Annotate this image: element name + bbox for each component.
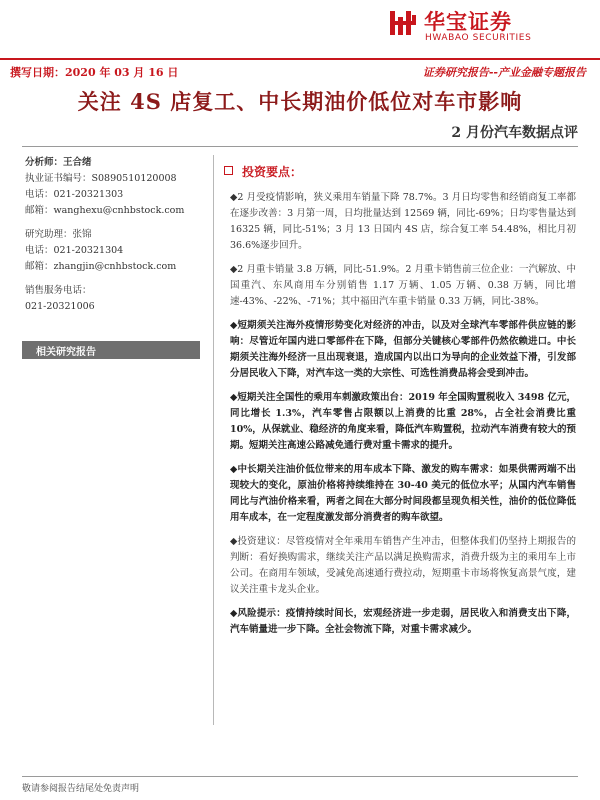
report-title: 关注 4S 店复工、中长期油价低位对车市影响 <box>77 89 523 114</box>
brand-header <box>388 6 578 46</box>
header-divider <box>0 58 600 60</box>
sales-phone-label: 销售服务电话： <box>25 285 92 296</box>
footer-divider <box>22 776 578 777</box>
key-point: ◆风险提示：疫情持续时间长，宏观经济进一步走弱，居民收入和消费支出下降，汽车销量进一步下降。全社会物流下降，对重卡需求减少。 <box>230 608 576 635</box>
related-reports-header <box>22 341 200 359</box>
key-points <box>230 190 576 646</box>
analyst-email[interactable]: 邮箱：wanghexu@cnhbstock.com <box>25 205 185 216</box>
checkbox-icon <box>224 166 233 175</box>
key-points-header <box>224 163 354 179</box>
assistant-phone: 电话：021-20321304 <box>25 245 124 256</box>
key-point: ◆2 月重卡销量 3.8 万辆，同比-51.9%。2 月重卡销售前三位企业：一汽解放、中国重汽、东风商用车分别销售 1.17 万辆、1.05 万辆、0.38 万辆，同比增速-43%、-22%、-71%；其中福田汽车重卡销量 0.33 万辆，同比-38%。 <box>230 264 576 307</box>
sales-phone: 021-20321006 <box>25 301 95 312</box>
report-type: 证券研究报告--产业金融专题报告 <box>422 66 586 79</box>
key-point: ◆中长期关注油价低位带来的用车成本下降、激发的购车需求：如果供需两端不出现较大的变化，原油价格将持续维持在 30-40 美元的低位水平；从国内汽车销售同比与汽油价格来看，两者之间在大部分时间段都呈现负相关性，油价的低位降低用车成本，在一定程度激发部分消费者的购车欲望。 <box>230 464 576 523</box>
assistant-email[interactable]: 邮箱：zhangjin@cnhbstock.com <box>25 261 177 272</box>
report-subtitle: 2 月份汽车数据点评 <box>451 125 578 141</box>
key-point: ◆短期关注全国性的乘用车刺激政策出台：2019 年全国购置税收入 3498 亿元，同比增长 1.3%，汽车零售占限额以上消费的比重 28%，占全社会消费比重 10%，从保就业、稳经济的角度来看，降低汽车购置税，拉动汽车消费有较大的预期。短期关注高速公路减免通行费对重卡需求的提升。 <box>230 392 576 451</box>
key-point: ◆2 月受疫情影响，狭义乘用车销量下降 78.7%。3 月日均零售和经销商复工率都在逐步改善：3 月第一周，日均批量达到 12569 辆，同比-69%；日均零售量达到 16325 辆，同比-51%；3 月 13 日国内 4S 店，综合复工率 54.48%，相比月初 36.6%逐步回升。 <box>230 192 576 251</box>
column-divider <box>213 155 214 725</box>
title-divider <box>22 146 578 147</box>
key-point: ◆投资建议：尽管疫情对全年乘用车销售产生冲击，但整体我们仍坚持上期报告的判断：看好换购需求，继续关注产品以满足换购需求，消费升级为主的乘用车上市公司。在商用车领域，受减免高速通行费拉动，短期重卡市场将恢复高景气度，建议关注重卡龙头企业。 <box>230 536 576 595</box>
disclaimer-note: 敬请参阅报告结尾处免责声明 <box>22 784 140 794</box>
report-date: 撰写日期：2020 年 03 月 16 日 <box>10 66 179 79</box>
analyst-info <box>25 155 205 315</box>
analyst-phone: 电话：021-20321303 <box>25 189 124 200</box>
hwabao-logo-icon <box>388 8 418 38</box>
brand-name-en: HWABAO SECURITIES <box>425 33 532 43</box>
analyst-license: 执业证书编号：S0890510120008 <box>25 173 177 184</box>
related-reports-label: 相关研究报告 <box>36 347 96 358</box>
brand-name-cn: 华宝证券 <box>424 10 512 34</box>
key-point: ◆短期须关注海外疫情形势变化对经济的冲击，以及对全球汽车零部件供应链的影响：尽管近年国内进口零部件在下降，但部分关键核心零部件仍然依赖进口。中长期须关注海外经济一旦出现衰退，造成国内以出口为导向的企业效益下滑，引发部分居民收入下降，对汽车这一类的大宗性、可选性消费品将会受到冲击。 <box>230 320 576 379</box>
assistant-name: 研究助理：张锦 <box>25 229 92 240</box>
key-points-title: 投资要点： <box>242 165 303 179</box>
analyst-name: 分析师：王合绪 <box>25 157 92 168</box>
